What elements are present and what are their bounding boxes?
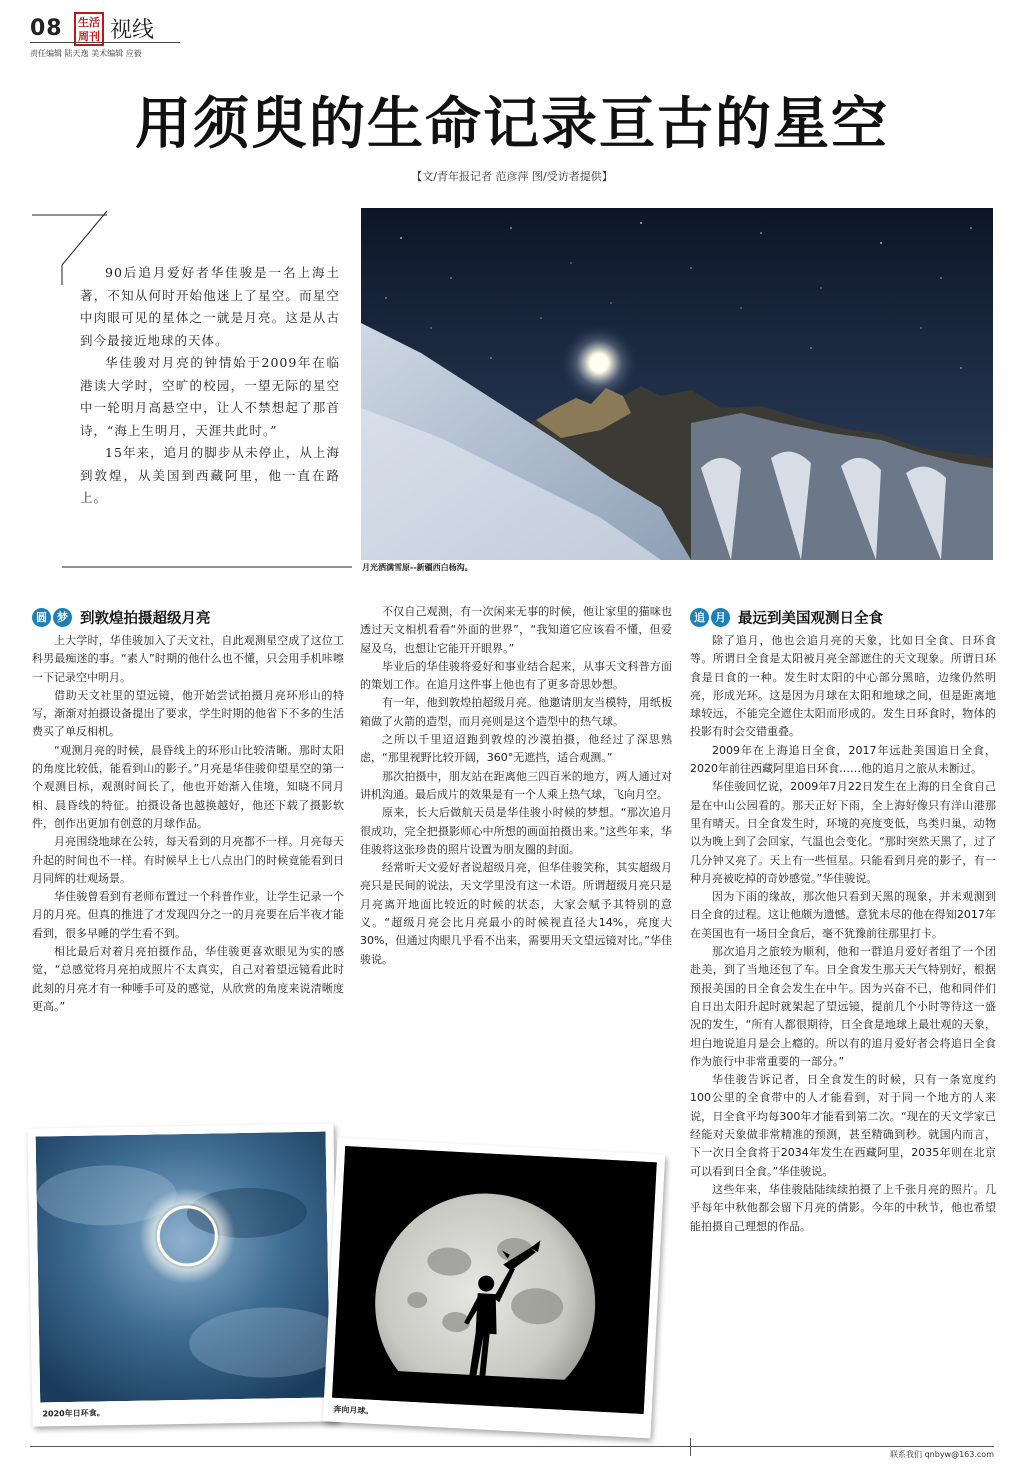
paragraph: 那次拍摄中，朋友站在距离他三四百米的地方，两人通过对讲机沟通。最后成片的效果是有一个人乘上热气球，飞向月空。 (360, 769, 672, 801)
footer-rule (30, 1446, 994, 1447)
paragraph: 原来，长大后做航天员是华佳骏小时候的梦想。“那次追月很成功，完全把摄影师心中所想的画面拍摄出来。”这些年来，华佳骏将这张珍贵的照片设置为朋友圈的封面。 (360, 806, 672, 856)
contact-footer: 联系我们 qnbyw@163.com (890, 1450, 994, 1459)
paragraph: 毕业后的华佳骏将爱好和事业结合起来，从事天文科普方面的策划工作。在追月这件事上他也有了更多奇思妙想。 (360, 659, 672, 692)
paragraph: 除了追月，他也会追月亮的天象，比如日全食、日环食等。所谓日全食是太阳被月亮全部遮住的天文现象。所谓日环食是日食的一种。发生时太阳的中心部分黑暗，边缘仍然明亮，形成光环。这是因为月球在太阳和地球之间，但是距离地球较远，不能完全遮住太阳而形成的。发生日环食时，物体的投影有时会交错重叠。 (690, 634, 996, 739)
paragraph: “观测月亮的时候，晨昏线上的环形山比较清晰。那时太阳的角度比较低，能看到山的影子。”月亮是华佳骏仰望星空的第一个观测目标，观测时间长了，他也开始渐入佳境，知晓不同月相、晨昏线的特征。拍摄设备也越换越好，他还下载了摄影软件，创作出更加有创意的月球作品。 (32, 743, 344, 830)
article-byline: 【文/青年报记者 范彦萍 图/受访者提供】 (411, 170, 613, 183)
intro-paragraph: 90后追月爱好者华佳骏是一名上海土著，不知从何时开始他迷上了星空。而星空中肉眼可见的星体之一就是月亮。这是从古到今最接近地球的天体。 (80, 265, 340, 348)
paragraph: 2009年在上海追日全食，2017年远赴美国追日全食，2020年前往西藏阿里追日环食……他的追月之旅从未断过。 (690, 743, 996, 776)
paragraph: 经常听天文爱好者说超级月亮，但华佳骏笑称，其实超级月亮只是民间的说法，天文学里没有这一术语。所谓超级月亮只是月亮离开地面比较近的时候的状态，大家会赋予其特别的意义。“超级月亮会比月亮最小的时候视直径大14%，亮度大30%，但通过肉眼几乎看不出来，需要用天文望远镜对比。”华佳骏说。 (360, 861, 672, 966)
header-rule (30, 42, 180, 43)
tag-char: 追 (690, 608, 709, 627)
paragraph: 有一年，他到敦煌拍超级月亮。他邀请朋友当模特，用纸板箱做了火箭的造型，而月亮则是这个造型中的热气球。 (360, 696, 672, 728)
tag-char: 梦 (53, 608, 72, 627)
intro-paragraph: 华佳骏对月亮的钟情始于2009年在临港读大学时，空旷的校园，一望无际的星空中一轮明月高悬空中，让人不禁想起了那首诗，“海上生明月，天涯共此时。” (80, 355, 340, 438)
article-intro (80, 262, 340, 510)
paragraph: 借助天文社里的望远镜，他开始尝试拍摄月亮环形山的特写，渐渐对拍摄设备提出了要求，学生时期的他省下不多的生活费买了单反相机。 (32, 688, 344, 739)
paragraph: 相比最后对着月亮拍摄作品，华佳骏更喜欢眼见为实的感觉，“总感觉将月亮拍成照片不太真实，自己对着望远镜看此时此刻的月亮才有一种唾手可及的感觉，从欣赏的角度来说清晰度更高。” (32, 945, 344, 1013)
editor-credits: 责任编辑 陆天逸 美术编辑 应毅 (30, 49, 142, 58)
paragraph: 因为下雨的缘故，那次他只看到天黑的现象，并未观测到日全食的过程。这让他颇为遗憾。意犹未尽的他在得知2017年在美国也有一场日全食后，毫不犹豫前往那里打卡。 (690, 890, 996, 940)
footer-divider (690, 1438, 691, 1456)
paragraph: 华佳骏曾看到有老师布置过一个科普作业，让学生记录一个月的月亮。但真的推进了才发现四分之一的月亮要在后半夜才能看到，很多早睡的学生看不到。 (32, 890, 344, 940)
section-name: 视线 (110, 18, 155, 43)
paragraph: 月亮围绕地球在公转，每天看到的月亮都不一样。月亮每天升起的时间也不一样。有时候早上七八点出门的时候竟能看到日月同辉的壮观场景。 (32, 835, 344, 885)
section-heading-text: 最远到美国观测日全食 (738, 611, 883, 627)
paragraph: 那次追月之旅较为顺利，他和一群追月爱好者组了一个团赴美，到了当地还包了车。日全食发生那天天气特别好，根据预报美国的日全食会发生在中午。因为兴奋不已，他和同伴们自日出太阳升起时就架起了望远镜，提前几个小时等待这一盛况的发生，“所有人都很期待，日全食是地球上最壮观的天象，坦白地说追月是会上瘾的。所以有的追月爱好者会将追日全食作为旅行中非常重要的一部分。” (690, 945, 996, 1068)
annular-eclipse-photo (27, 1123, 338, 1426)
photo-caption: 月光洒满雪原--新疆西白杨沟。 (362, 563, 473, 572)
photo-caption: 2020年日环食。 (42, 1408, 105, 1419)
paragraph: 华佳骏告诉记者，日全食发生的时候，只有一条宽度约100公里的全食带中的人才能看到，对于同一个地方的人来说，日全食平均每300年才能看到第二次。“现在的天文学家已经能对天象做非常精准的预测，甚至精确到秒。就国内而言，下一次日全食将于2034年发生在西藏阿里，2035年则在北京可以看到日全食。”华佳骏说。 (690, 1073, 996, 1178)
moonlit-snowfield-photo (361, 208, 993, 560)
publication-logo: 生活周刊 (74, 12, 104, 46)
paragraph: 华佳骏回忆说，2009年7月22日发生在上海的日全食自己是在中山公园看的。那天正好下雨，全上海好像只有洋山港那里有晴天。日全食发生时，环境的亮度变低，鸟类归巢，动物以为晚上到了会回家，气温也会变化。“那时突然天黑了，过了几分钟又亮了。天上有一些恒星。只能看到月亮的影子，有一种月亮被吃掉的奇妙感觉。”华佳骏说。 (690, 780, 996, 885)
section-heading (690, 607, 883, 628)
page-number: 08 (30, 16, 63, 41)
section-heading (32, 607, 211, 628)
man-with-rocket-moon-photo (323, 1138, 665, 1439)
article-column-3 (690, 632, 996, 1236)
article-title: 用须臾的生命记录亘古的星空 (135, 91, 889, 157)
photo-caption: 奔向月球。 (333, 1404, 374, 1416)
section-heading-text: 到敦煌拍摄超级月亮 (80, 611, 211, 627)
section-tag (690, 608, 730, 627)
paragraph: 之所以千里迢迢跑到敦煌的沙漠拍摄，他经过了深思熟虑，“那里视野比较开阔，360°无遮挡，适合观测。” (360, 733, 672, 765)
paragraph: 这些年来，华佳骏陆陆续续拍摄了上千张月亮的照片。几乎每年中秋他都会留下月亮的倩影。今年的中秋节，他也希望能拍摄自己理想的作品。 (690, 1182, 996, 1233)
paragraph: 不仅自己观测，有一次闲来无事的时候，他让家里的猫咪也透过天文相机看看“外面的世界”，“我知道它应该看不懂，但爱屋及乌，也想让它能开开眼界。” (360, 605, 672, 655)
section-tag (32, 608, 72, 627)
paragraph: 上大学时，华佳骏加入了天文社，自此观测星空成了这位工科男最痴迷的事。“素人”时期的他什么也不懂，只会用手机咔嚓一下记录空中明月。 (32, 634, 344, 684)
article-column-1 (32, 632, 344, 1016)
intro-paragraph: 15年来，追月的脚步从未停止，从上海到敦煌，从美国到西藏阿里，他一直在路上。 (80, 445, 340, 505)
tag-char: 圆 (32, 608, 51, 627)
tag-char: 月 (711, 608, 730, 627)
article-column-2 (360, 603, 672, 969)
